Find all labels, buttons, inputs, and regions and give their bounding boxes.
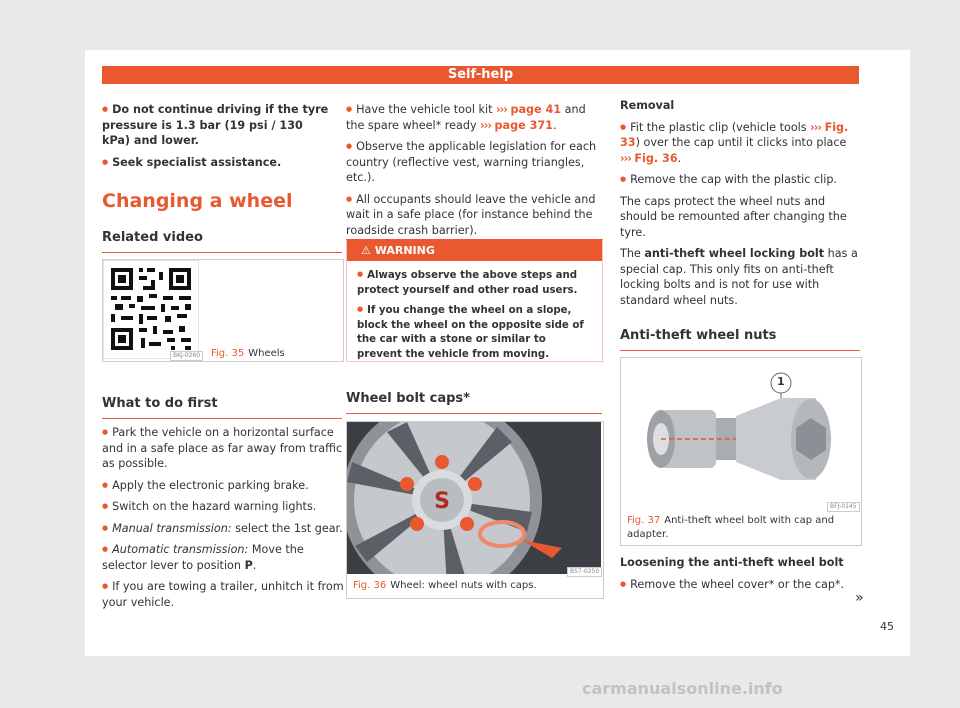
step-automatic	[102, 542, 344, 573]
fig-35-code: BKJ-0260	[170, 351, 203, 361]
warning-item-2: ● If you change the wheel on a slope, block the wheel on the opposite side of the car with a stone or similar to prevent the vehicle from moving.	[357, 302, 592, 362]
callout-1: 1	[777, 375, 785, 388]
bullet-tool-kit	[346, 102, 602, 133]
anti-theft-post: has a special cap. This only fits on anti-theft locking bolts and is not for use with standard wheel nuts.	[620, 247, 858, 307]
warning-title-text: WARNING	[374, 244, 435, 257]
step-automatic-end: .	[252, 558, 257, 572]
fig-35-number: Fig. 35	[211, 348, 245, 359]
link-fig-33[interactable]: Fig. 33	[620, 120, 849, 149]
link-page-41[interactable]: page 41	[510, 103, 562, 116]
tool-kit-text: Have the vehicle tool kit	[356, 103, 497, 116]
fig-37-number: Fig. 37	[627, 515, 661, 526]
anti-theft-bolt-image	[621, 358, 859, 508]
page-number: 45	[880, 620, 894, 633]
removal-step-1-mid: ) over the cap until it clicks into place	[635, 136, 847, 149]
fig-36-box	[346, 421, 604, 599]
tool-kit-mid: and the spare wheel* ready	[346, 103, 586, 132]
removal-step-1-end: .	[677, 151, 682, 165]
step-manual-lead: Manual transmission:	[112, 521, 232, 535]
step-automatic-position: P	[244, 558, 253, 572]
fig-35-box	[102, 259, 344, 362]
fig-36-code: B57-0250	[567, 567, 602, 577]
ref-arrow-1: ›››	[496, 103, 507, 116]
qr-code-icon[interactable]	[103, 260, 199, 359]
svg-text:S: S	[434, 489, 450, 514]
anti-theft-bold: anti-theft wheel locking bolt	[644, 247, 825, 260]
section-title: Changing a wheel	[102, 190, 293, 212]
fig-37-caption	[627, 514, 853, 542]
warning-body	[347, 261, 602, 372]
step-park: ● Park the vehicle on a horizontal surface and in a safe place as far away from traffic as possible.	[102, 425, 344, 472]
col-2-top	[346, 102, 602, 244]
fig-35-caption	[211, 348, 285, 359]
tool-kit-end: .	[552, 118, 557, 132]
page-header	[102, 66, 859, 84]
ref-arrow-3: ›››	[810, 120, 821, 134]
fig-36-number: Fig. 36	[353, 580, 387, 591]
fig-37-caption-text: Anti-theft wheel bolt with cap and adapter.	[627, 515, 835, 540]
warning-box	[346, 239, 603, 362]
bullet-specialist: ● Seek specialist assistance.	[102, 155, 334, 171]
ref-arrow-4: ›››	[620, 151, 631, 165]
page-header-title: Self-help	[447, 67, 514, 82]
col-1-top	[102, 102, 334, 176]
link-page-371[interactable]: page 371	[494, 118, 553, 132]
fig-37-box	[620, 357, 862, 546]
col-3-top	[620, 98, 860, 314]
anti-theft-paragraph	[620, 246, 860, 308]
wheel-bolt-caps-heading: Wheel bolt caps*	[346, 391, 602, 414]
col-3-bottom	[620, 555, 860, 598]
loosening-step-1: ● Remove the wheel cover* or the cap*.	[620, 577, 860, 593]
watermark: carmanualsonline.info	[582, 679, 783, 698]
step-manual-text: select the 1st gear.	[231, 521, 343, 535]
step-automatic-lead: Automatic transmission:	[112, 543, 249, 556]
first-steps-list	[102, 425, 344, 616]
continue-marker: »	[855, 590, 864, 606]
removal-step-2: ● Remove the cap with the plastic clip.	[620, 172, 860, 188]
bullet-tyre-pressure: ● Do not continue driving if the tyre pressure is 1.3 bar (19 psi / 130 kPa) and lower.	[102, 102, 334, 149]
fig-36-caption-text: Wheel: wheel nuts with caps.	[390, 580, 537, 591]
ref-arrow-2: ›››	[480, 118, 491, 132]
warning-icon: ⚠	[361, 244, 371, 257]
bullet-occupants: ● All occupants should leave the vehicle and wait in a safe place (for instance behind the roadside crash barrier).	[346, 192, 602, 239]
caps-protect-paragraph: The caps protect the wheel nuts and should be remounted after changing the tyre.	[620, 194, 847, 239]
removal-heading: Removal	[620, 99, 675, 112]
fig-36-caption	[353, 580, 537, 591]
wheel-nut-caps-image	[347, 422, 601, 574]
warning-item-1: ● Always observe the above steps and protect yourself and other road users.	[357, 267, 592, 298]
bullet-legislation: ● Observe the applicable legislation for each country (reflective vest, warning triangles, etc.).	[346, 139, 602, 186]
fig-35-caption-text: Wheels	[248, 348, 285, 359]
what-to-do-heading: What to do first	[102, 396, 342, 419]
removal-step-1-pre: Fit the plastic clip (vehicle tools	[630, 120, 811, 134]
loosening-heading: Loosening the anti-theft wheel bolt	[620, 556, 844, 569]
step-automatic-text: Move the selector lever to position	[102, 543, 304, 572]
step-trailer: ● If you are towing a trailer, unhitch it from your vehicle.	[102, 579, 344, 610]
anti-theft-pre: The	[620, 247, 645, 260]
removal-step-1	[620, 120, 860, 167]
step-parking-brake: ● Apply the electronic parking brake.	[102, 478, 344, 494]
step-hazard-lights: ● Switch on the hazard warning lights.	[102, 499, 344, 515]
anti-theft-heading: Anti-theft wheel nuts	[620, 328, 860, 351]
link-fig-36[interactable]: Fig. 36	[634, 151, 678, 165]
step-manual	[102, 521, 344, 537]
warning-title	[347, 241, 602, 261]
fig-37-code: BFJ-0145	[827, 502, 860, 512]
related-video-heading: Related video	[102, 230, 342, 253]
